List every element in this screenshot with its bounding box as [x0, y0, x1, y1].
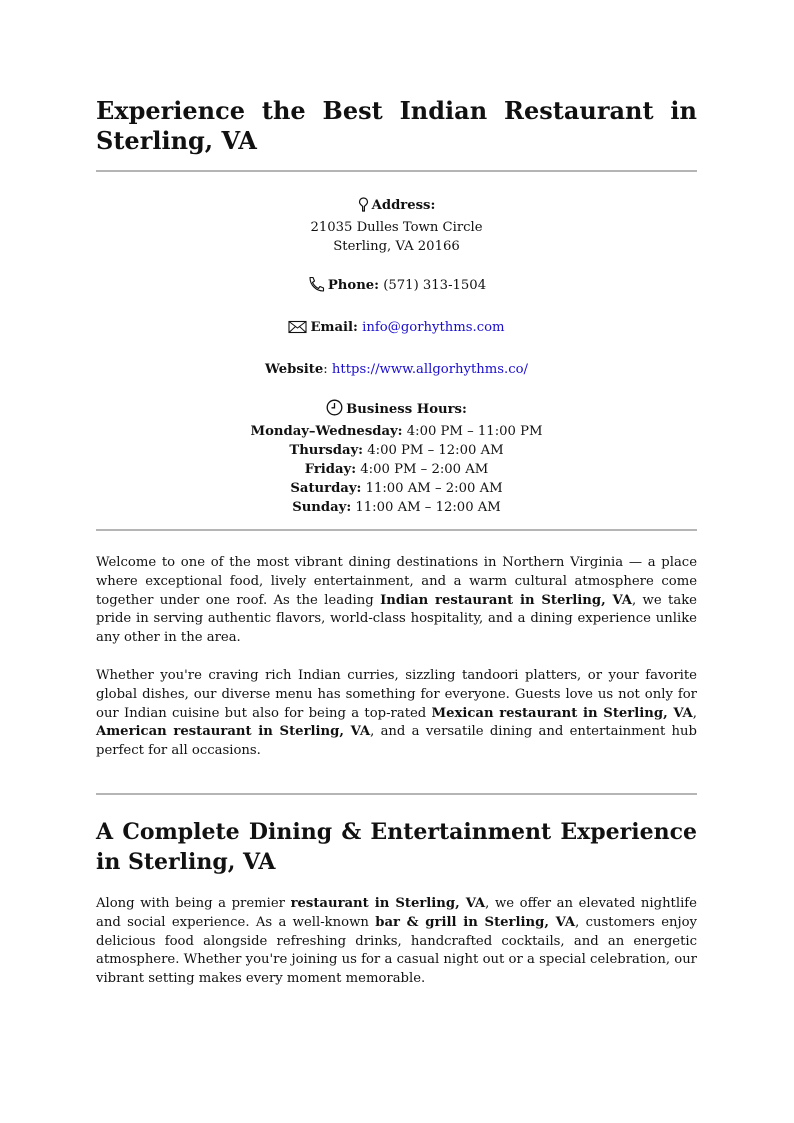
hours-row: Saturday: 11:00 AM – 2:00 AM — [290, 481, 503, 496]
page-title: Experience the Best Indian Restaurant in Sterling, VA — [96, 96, 697, 155]
section-paragraph: Along with being a premier restaurant in Sterling, VA, we offer an elevated nightlife and social experience. As a well-known bar & grill in Sterling, VA, customers enjoy delicious food alongside refreshing drinks, handcrafted cocktails, and an energetic atmosphere. Whether you're joining us for a casual night out or a special celebration, our vibrant setting makes every moment memorable. — [96, 895, 698, 987]
phone-value: (571) 313-1504 — [383, 278, 487, 293]
website-label: Website — [265, 362, 324, 377]
section-heading: A Complete Dining & Entertainment Experience in Sterling, VA — [96, 818, 697, 875]
address-line1: 21035 Dulles Town Circle — [310, 220, 483, 235]
address-line2: Sterling, VA 20166 — [333, 239, 460, 254]
address-heading — [96, 196, 697, 218]
website-link[interactable]: https://www.allgorhythms.co/ — [331, 362, 528, 377]
hours-row: Thursday: 4:00 PM – 12:00 AM — [289, 443, 504, 458]
email-label: Email: — [310, 320, 358, 335]
phone-line — [96, 276, 697, 298]
phone-label: Phone: — [327, 278, 380, 293]
envelope-icon — [288, 320, 307, 340]
hours-row: Sunday: 11:00 AM – 12:00 AM — [292, 500, 501, 515]
address-label: Address: — [371, 198, 436, 213]
phone-icon — [307, 276, 325, 298]
intro-paragraph-2: Whether you're craving rich Indian curries, sizzling tandoori platters, or your favorite global dishes, our diverse menu has something for everyone. Guests love us not only for our Indian cuisine but also for being a top-rated Mexican restaurant in Sterling, VA, American restaurant in Sterling, VA, and a versatile dining and entertainment hub perfect for all occasions. — [96, 667, 697, 759]
map-pin-icon — [358, 197, 369, 218]
hours-heading — [96, 399, 697, 422]
website-separator: : — [323, 362, 332, 377]
hours-row: Friday: 4:00 PM – 2:00 AM — [304, 462, 489, 477]
intro-paragraph-1: Welcome to one of the most vibrant dining destinations in Northern Virginia — a place where exceptional food, lively entertainment, and a warm cultural atmosphere come together under one roof. As the leading Indian restaurant in Sterling, VA, we take pride in serving authentic flavors, world-class hospitality, and a dining experience unlike any other in the area. — [96, 555, 697, 646]
document-page — [96, 96, 697, 989]
hours-row: Monday–Wednesday: 4:00 PM – 11:00 PM — [250, 424, 543, 439]
website-line — [96, 360, 697, 379]
email-link[interactable]: info@gorhythms.com — [362, 320, 505, 335]
divider — [96, 793, 697, 795]
divider — [96, 170, 697, 172]
contact-block — [96, 196, 697, 517]
divider — [96, 529, 697, 531]
hours-label: Business Hours: — [346, 402, 467, 417]
email-line — [96, 318, 697, 340]
clock-icon — [326, 399, 343, 422]
